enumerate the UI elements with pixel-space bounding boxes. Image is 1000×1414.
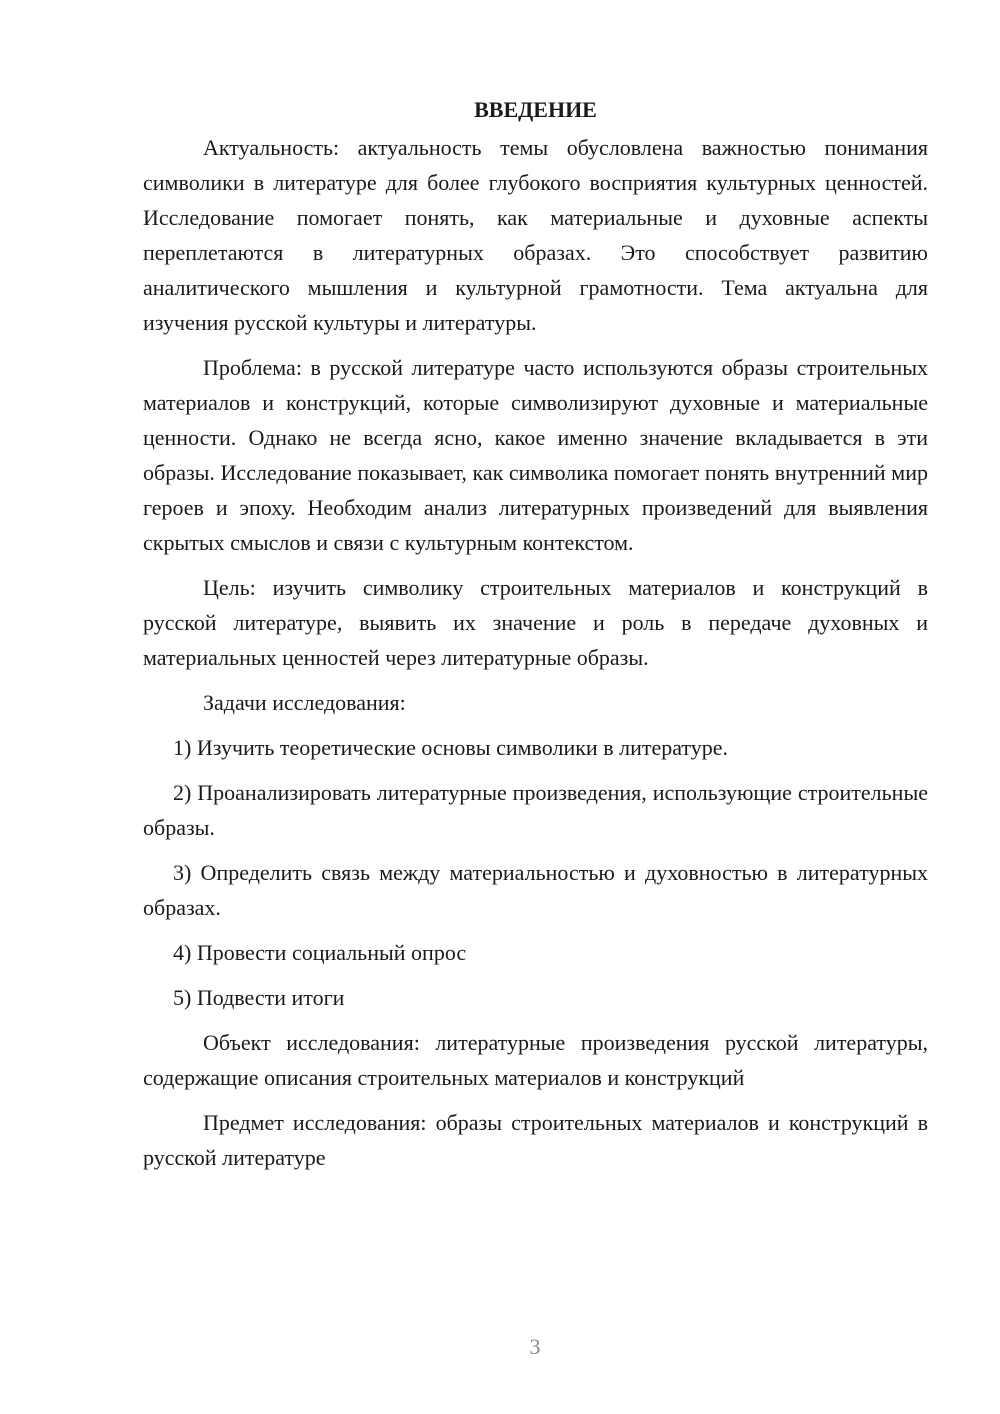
problem-paragraph: Проблема: в русской литературе часто используются образы строительных материалов и конструкций, которые символизируют духовные и материальные ценности. Однако не всегда ясно, какое именно значение вкладывается в эти образы. Исследование показывает, как символика помогает понять внутренний мир героев и эпоху. Необходим анализ литературных произведений для выявления скрытых смыслов и связи с культурным контекстом. [143,355,928,555]
section-heading: ВВЕДЕНИЕ [474,97,597,122]
subject-paragraph: Предмет исследования: образы строительных материалов и конструкций в русской литературе [143,1110,928,1170]
goal-paragraph: Цель: изучить символику строительных материалов и конструкций в русской литературе, выявить их значение и роль в передаче духовных и материальных ценностей через литературные образы. [143,575,928,670]
document-page [143,92,928,1175]
task-item-2: 2) Проанализировать литературные произведения, использующие строительные образы. [143,780,928,840]
page-number: 3 [529,1334,541,1359]
tasks-title: Задачи исследования: [203,690,406,715]
relevance-paragraph: Актуальность: актуальность темы обусловлена важностью понимания символики в литературе для более глубокого восприятия культурных ценностей. Исследование помогает понять, как материальные и духовные аспекты переплетаются в литературных образах. Это способствует развитию аналитического мышления и культурной грамотности. Тема актуальна для изучения русской культуры и литературы. [143,135,928,335]
task-item-4: 4) Провести социальный опрос [173,940,467,965]
object-paragraph: Объект исследования: литературные произведения русской литературы, содержащие описания строительных материалов и конструкций [143,1030,928,1090]
task-item-5: 5) Подвести итоги [173,985,345,1010]
task-item-3: 3) Определить связь между материальностью и духовностью в литературных образах. [143,860,928,920]
task-item-1: 1) Изучить теоретические основы символики в литературе. [173,735,729,760]
